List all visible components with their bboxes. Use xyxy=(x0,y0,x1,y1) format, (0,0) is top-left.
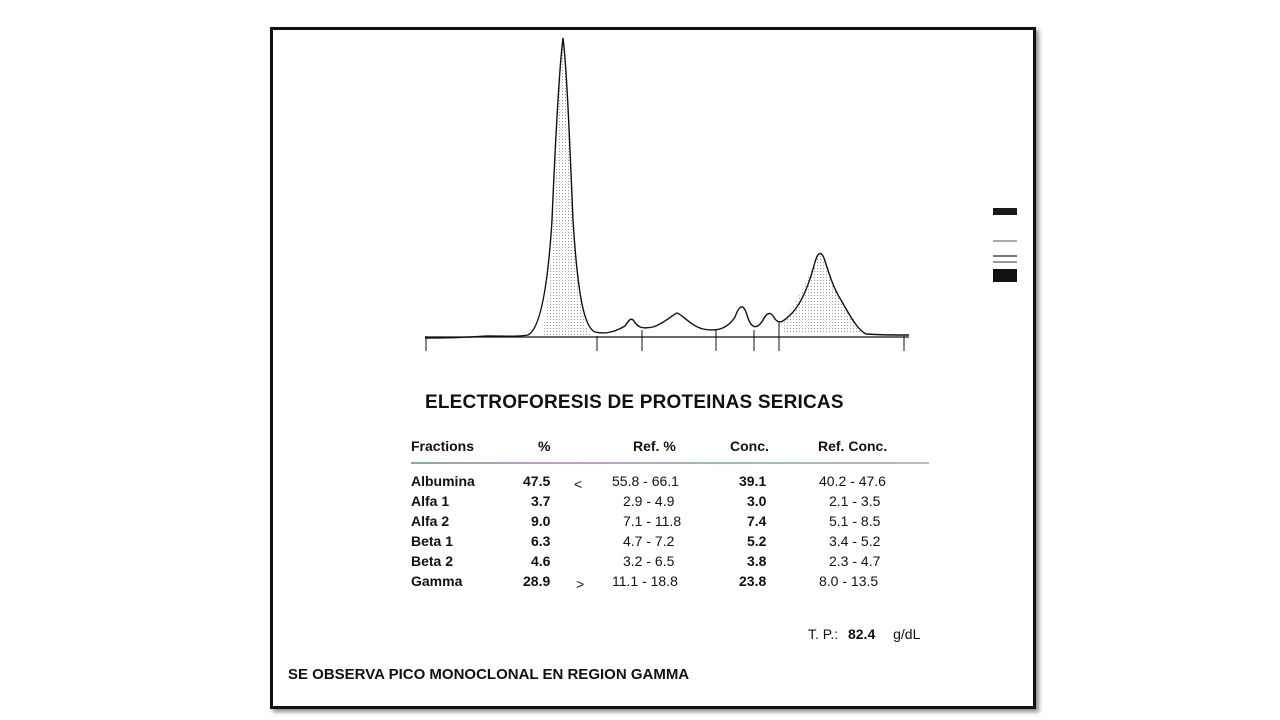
fraction-name: Albumina xyxy=(411,473,475,489)
table-row xyxy=(273,513,1033,533)
fraction-ref-percent: 3.2 - 6.5 xyxy=(623,553,675,569)
gamma-peak-fill xyxy=(781,253,863,333)
fraction-ref-conc: 2.3 - 4.7 xyxy=(829,553,881,569)
fraction-ref-conc: 40.2 - 47.6 xyxy=(819,473,886,489)
table-row xyxy=(273,473,1033,493)
fraction-ref-conc: 8.0 - 13.5 xyxy=(819,573,879,589)
fraction-percent: 6.3 xyxy=(531,533,551,549)
fraction-ref-percent: 11.1 - 18.8 xyxy=(612,573,678,589)
fraction-ref-percent: 4.7 - 7.2 xyxy=(623,533,675,549)
fraction-percent: 3.7 xyxy=(531,493,551,509)
fraction-ref-conc: 5.1 - 8.5 xyxy=(829,513,881,529)
fraction-ref-percent: 55.8 - 66.1 xyxy=(612,473,679,489)
gel-band-beta2 xyxy=(993,261,1017,263)
electrophoresis-curve xyxy=(273,30,1033,370)
fraction-name: Beta 2 xyxy=(411,553,454,569)
table-row xyxy=(273,573,1033,593)
fraction-name: Gamma xyxy=(411,573,463,589)
total-protein-unit: g/dL xyxy=(893,626,921,642)
total-protein-value: 82.4 xyxy=(847,626,876,642)
header-ref-percent: Ref. % xyxy=(633,438,676,454)
fraction-conc: 3.8 xyxy=(747,553,767,569)
fraction-percent: 9.0 xyxy=(531,513,551,529)
fraction-percent: 28.9 xyxy=(523,573,551,589)
table-row xyxy=(273,533,1033,553)
fraction-conc: 7.4 xyxy=(747,513,767,529)
header-conc: Conc. xyxy=(730,438,769,454)
total-protein xyxy=(808,626,920,642)
electrophoresis-trace xyxy=(425,38,909,338)
gel-band-gamma xyxy=(993,269,1017,282)
report-title: ELECTROFORESIS DE PROTEINAS SERICAS xyxy=(425,392,844,413)
gel-band-beta1 xyxy=(993,255,1017,257)
fraction-conc: 23.8 xyxy=(739,573,767,589)
fraction-conc: 39.1 xyxy=(739,473,767,489)
fraction-name: Alfa 1 xyxy=(411,493,450,509)
gel-band-albumin xyxy=(993,208,1017,215)
gel-band-alpha xyxy=(993,240,1017,242)
fraction-ref-percent: 7.1 - 11.8 xyxy=(623,513,682,529)
table-row xyxy=(273,493,1033,513)
header-ref-conc: Ref. Conc. xyxy=(818,438,888,454)
fraction-flag: > xyxy=(576,576,585,592)
fraction-percent: 4.6 xyxy=(531,553,551,569)
fraction-percent: 47.5 xyxy=(523,473,551,489)
header-percent: % xyxy=(538,438,551,454)
fraction-name: Beta 1 xyxy=(411,533,454,549)
fraction-conc: 5.2 xyxy=(747,533,767,549)
fraction-flag: < xyxy=(574,476,583,492)
fraction-ref-conc: 3.4 - 5.2 xyxy=(829,533,881,549)
fraction-conc: 3.0 xyxy=(747,493,767,509)
fraction-ref-conc: 2.1 - 3.5 xyxy=(829,493,881,509)
header-fractions: Fractions xyxy=(411,438,475,454)
total-protein-label: T. P.: xyxy=(808,626,839,642)
fraction-ref-percent: 2.9 - 4.9 xyxy=(623,493,675,509)
report-frame xyxy=(270,27,1036,709)
gel-strip xyxy=(993,208,1017,288)
table-row xyxy=(273,553,1033,573)
clinical-note: SE OBSERVA PICO MONOCLONAL EN REGION GAMMA xyxy=(288,666,690,683)
fraction-name: Alfa 2 xyxy=(411,513,450,529)
header-rule xyxy=(411,462,929,464)
